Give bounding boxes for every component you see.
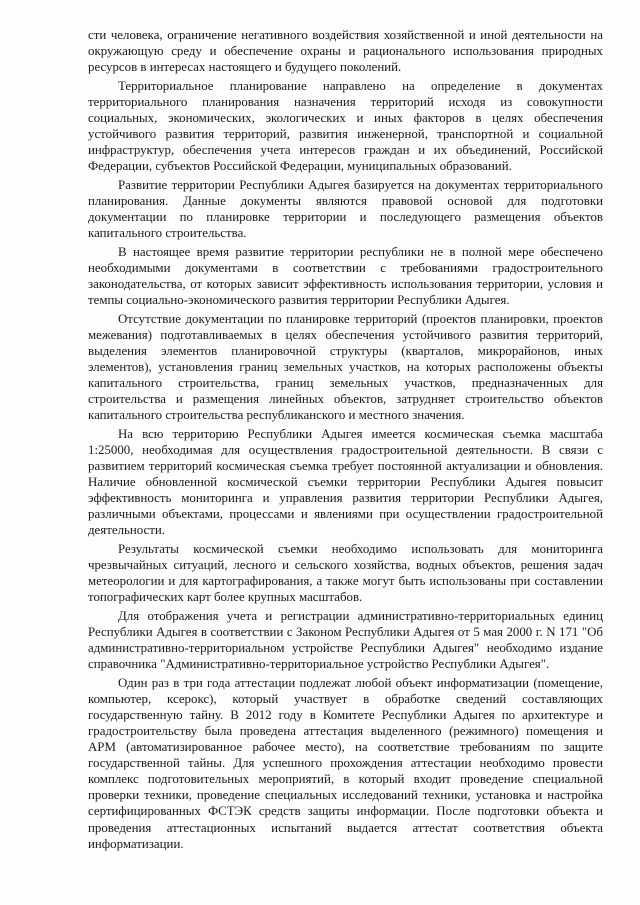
paragraph-continuation: сти человека, ограничение негативного воздействия хозяйственной и иной деятельности на окружающую среду и обеспечение охраны и рационального использования природных ресурсов в интересах настоящего и будущего поколений.: [88, 28, 603, 75]
paragraph-development-basis: Развитие территории Республики Адыгея базируется на документах территориального планирования. Данные документы являются правовой основой для подготовки документации по планировке территории и последующего размещения объектов капитального строительства.: [88, 177, 603, 241]
paragraph-current-state: В настоящее время развитие территории республики не в полной мере обеспечено необходимыми документами в соответствии с требованиями градостроительного законодательства, от которых зависит эффективность использования территории, условия и темпы социально-экономического развития территории Республики Адыгея.: [88, 244, 603, 307]
paragraph-missing-documentation: Отсутствие документации по планировке территорий (проектов планировки, проектов межевания) подготавливаемых в целях обеспечения устойчивого развития территорий, выделения элементов планировочной структуры (кварталов, микрорайонов, иных элементов), установления границ земельных участков, на которых расположены объекты капитального строительства, границ земельных участков, предназначенных для строительства и размещения линейных объектов, затрудняет строительство объектов капитального строительства республиканского и местного значения.: [88, 311, 603, 423]
paragraph-administrative-units: Для отображения учета и регистрации административно-территориальных единиц Республики Адыгея в соответствии с Законом Республики Адыгея от 5 мая 2000 г. N 171 "Об административно-территориальном устройстве Республики Адыгея" необходимо издание справочника "Административно-территориальное устройство Республики Адыгея".: [88, 608, 603, 672]
paragraph-survey-results: Результаты космической съемки необходимо использовать для мониторинга чрезвычайных ситуаций, лесного и сельского хозяйства, водных объектов, решения задач метеорологии и для картографирования, а также могут быть использованы при составлении топографических карт более крупных масштабов.: [88, 541, 603, 605]
paragraph-attestation: Один раз в три года аттестации подлежат любой объект информатизации (помещение, компьютер, ксерокс), который участвует в обработке сведений составляющих государственную тайну. В 2012 году в Комитете Республики Адыгея по архитектуре и градостроительству была проведена аттестация выделенного (режимного) помещения и АРМ (автоматизированное рабочее место), на соответствие требованиям по защите государственной тайны. Для успешного прохождения аттестации необходимо провести комплекс подготовительных мероприятий, в который входит проведение специальной проверки техники, проведение специальных исследований техники, установка и настройка сертифицированных ФСТЭК средств защиты информации. После подготовки объекта и проведения аттестационных испытаний выдается аттестат соответствия объекта информатизации.: [88, 675, 603, 851]
document-body: [88, 27, 603, 854]
paragraph-satellite-survey: На всю территорию Республики Адыгея имеется космическая съемка масштаба 1:25000, необходимая для осуществления градостроительной деятельности. В связи с развитием территорий космическая съемка требует постоянной актуализации и обновления. Наличие обновленной космической съемки территории Республики Адыгея повысит эффективность мониторинга и управления развития территории Республики Адыгея, различными объектами, процессами и явлениями при осуществлении градостроительной деятельности.: [88, 426, 603, 538]
paragraph-territorial-planning: Территориальное планирование направлено на определение в документах территориального планирования назначения территорий исходя из совокупности социальных, экономических, экологических и иных факторов в целях обеспечения устойчивого развития территорий, развития инженерной, транспортной и социальной инфраструктур, обеспечения учета интересов граждан и их объединений, Российской Федерации, субъектов Российской Федерации, муниципальных образований.: [88, 78, 603, 174]
